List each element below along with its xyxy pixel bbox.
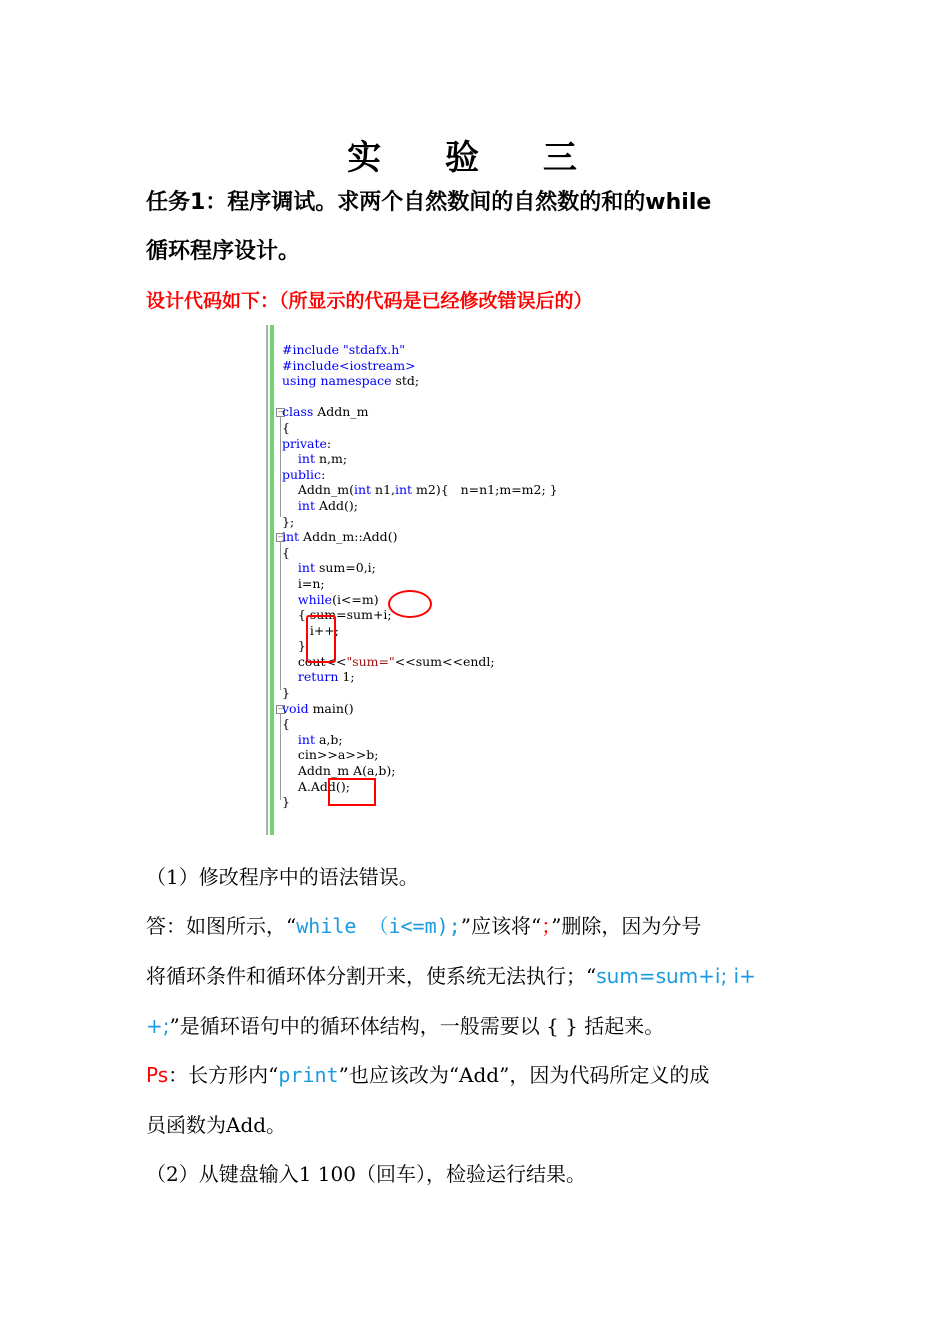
code-keyword: public <box>282 466 322 482</box>
code-keyword: private <box>282 435 327 451</box>
code-text: (i<=m) <box>332 591 379 607</box>
task-line-1: 任务1：程序调试。求两个自然数间的自然数的和的while <box>146 190 712 215</box>
code-screenshot <box>266 325 566 835</box>
code-text: } <box>282 685 290 701</box>
answer-code: +; <box>146 1014 170 1038</box>
code-text: : <box>326 435 332 451</box>
code-text: Add(); <box>314 497 358 513</box>
answer-line-2 <box>146 960 806 989</box>
code-text: }; <box>282 513 295 529</box>
fold-guide <box>280 417 281 517</box>
ps-code: print <box>278 1063 339 1087</box>
code-text: 1; <box>338 669 355 685</box>
answer-text: ”应该将“ <box>460 914 542 938</box>
code-keyword: using namespace <box>282 373 392 389</box>
fold-guide <box>280 542 281 690</box>
design-heading: 设计代码如下：（所显示的代码是已经修改错误后的） <box>146 290 593 312</box>
code-keyword: int <box>297 560 315 576</box>
code-text: n1, <box>371 482 395 498</box>
code-text: : <box>321 466 326 482</box>
ps-text: ：长方形内“ <box>168 1063 279 1087</box>
code-text: Addn_m A(a,b); <box>297 763 396 779</box>
answer-semicolon: ； <box>541 914 552 938</box>
code-keyword: void <box>282 700 309 716</box>
code-keyword: int <box>353 482 372 498</box>
code-text: std; <box>391 373 420 389</box>
code-text: i++; <box>297 622 339 638</box>
code-text: sum=0,i; <box>314 560 376 576</box>
code-keyword: int <box>297 731 315 747</box>
answer-text: 将循环条件和循环体分割开来，使系统无法执行；“ <box>146 964 597 988</box>
code-text: cout<< <box>297 653 347 669</box>
code-text: i=n; <box>297 575 325 591</box>
code-text: <<sum<<endl; <box>394 653 495 669</box>
ps-text: ”也应该改为“Add”，因为代码所定义的成 <box>338 1063 710 1087</box>
code-text: } <box>282 794 290 810</box>
code-text: { <box>282 544 290 560</box>
code-keyword: int <box>282 529 300 545</box>
answer-code: while （i<=m); <box>296 914 461 938</box>
code-keyword: while <box>297 591 333 607</box>
code-text: main() <box>308 700 354 716</box>
change-bar <box>270 325 274 835</box>
code-text: cin>>a>>b; <box>297 747 379 763</box>
code-line: #include<iostream> <box>282 357 416 373</box>
fold-guide <box>280 714 281 800</box>
code-text: m2){ n=n1;m=m2; } <box>412 482 558 498</box>
code-text: { sum=sum+i; <box>297 607 392 623</box>
answer-line-3 <box>146 1010 806 1039</box>
code-listing <box>282 342 558 810</box>
ps-line-2: 员函数为Add。 <box>146 1113 287 1137</box>
code-keyword: return <box>297 669 339 685</box>
answer-text: ”删除，因为分号 <box>551 914 702 938</box>
code-text: { <box>282 419 290 435</box>
gutter-divider <box>266 325 268 835</box>
code-line: #include "stdafx.h" <box>282 342 406 357</box>
question-1: （1）修改程序中的语法错误。 <box>146 865 419 889</box>
code-text: a,b; <box>314 731 343 747</box>
fold-toggle-icon: − <box>277 705 284 713</box>
fold-toggle-icon: − <box>277 533 284 541</box>
fold-toggle-icon: − <box>277 408 284 416</box>
code-text: Addn_m( <box>297 482 354 498</box>
code-text: n,m; <box>314 451 348 467</box>
code-text: Addn_m <box>313 404 369 420</box>
ps-line-1 <box>146 1059 806 1088</box>
code-keyword: int <box>297 497 315 513</box>
highlight-rectangle <box>306 615 336 663</box>
answer-code: sum=sum+i; i+ <box>596 964 756 988</box>
code-text: } <box>297 638 306 654</box>
code-text: { <box>282 716 290 732</box>
code-text: Addn_m::Add() <box>299 529 398 545</box>
code-keyword: class <box>282 404 314 420</box>
answer-line-1 <box>146 910 806 939</box>
page-title: 实 验 三 <box>347 138 603 178</box>
code-string: "sum=" <box>346 653 395 669</box>
ps-label: Ps <box>146 1063 169 1087</box>
code-text: A.Add(); <box>297 778 350 794</box>
question-2: （2）从键盘输入1 100（回车），检验运行结果。 <box>146 1162 586 1186</box>
code-keyword: int <box>297 451 315 467</box>
task-line-2: 循环程序设计。 <box>146 239 301 264</box>
answer-text: ”是循环语句中的循环体结构，一般需要以 { } 括起来。 <box>169 1014 665 1038</box>
highlight-oval <box>388 590 432 618</box>
highlight-rectangle <box>328 778 376 806</box>
answer-text: 答：如图所示，“ <box>146 914 297 938</box>
code-keyword: int <box>395 482 413 498</box>
